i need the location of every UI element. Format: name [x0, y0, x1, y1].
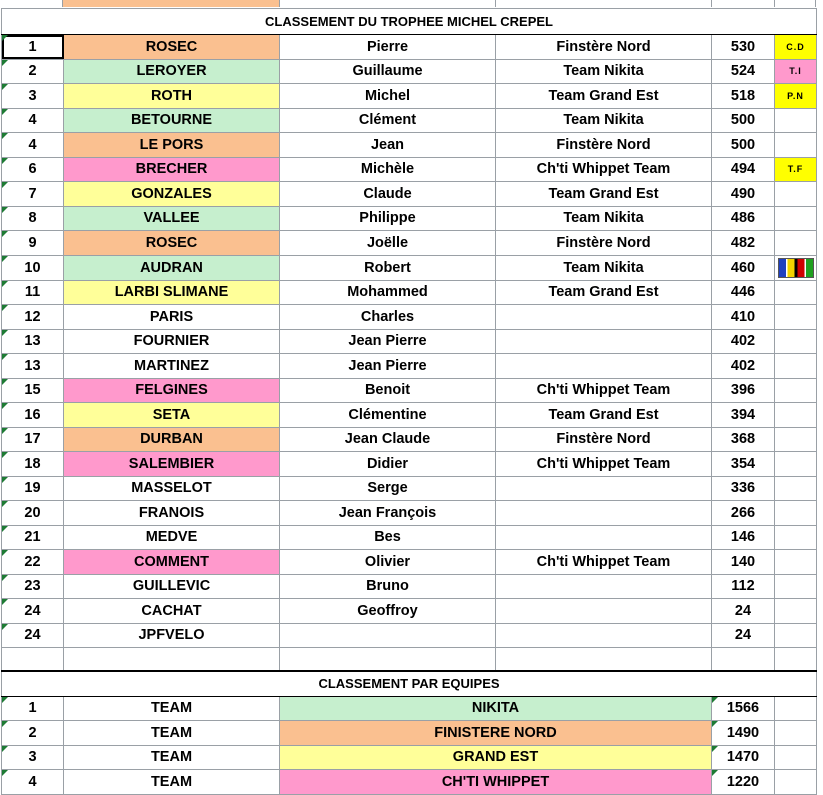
rank-cell[interactable]: 23: [2, 574, 64, 599]
team-rank-cell[interactable]: 1: [2, 696, 64, 721]
rank-cell[interactable]: 4: [2, 108, 64, 133]
first-name-cell[interactable]: Bruno: [280, 574, 496, 599]
cell-marker-icon: [2, 109, 8, 115]
cell-marker-icon: [2, 599, 8, 605]
cell[interactable]: [63, 0, 280, 7]
rank-cell[interactable]: 12: [2, 305, 64, 330]
empty-cell[interactable]: [775, 648, 817, 672]
last-name-cell[interactable]: CACHAT: [64, 599, 280, 624]
team-cell[interactable]: [496, 574, 712, 599]
cell-marker-icon: [2, 231, 8, 237]
blank-row: [2, 648, 817, 672]
last-name-cell[interactable]: ROSEC: [64, 35, 280, 60]
points-cell[interactable]: 394: [712, 403, 775, 428]
table-row: [2, 427, 817, 452]
team-cell[interactable]: [496, 501, 712, 526]
team-points-cell[interactable]: 1490: [712, 721, 775, 746]
table-row: [2, 59, 817, 84]
points-cell[interactable]: 460: [712, 255, 775, 280]
points-cell[interactable]: 500: [712, 133, 775, 158]
rank-cell[interactable]: 24: [2, 623, 64, 648]
points-cell[interactable]: 486: [712, 206, 775, 231]
last-name-cell[interactable]: LARBI SLIMANE: [64, 280, 280, 305]
badge-cell[interactable]: [775, 231, 817, 256]
cell-marker-icon: [2, 721, 8, 727]
points-cell[interactable]: 146: [712, 525, 775, 550]
rank-cell[interactable]: 7: [2, 182, 64, 207]
team-cell[interactable]: Finstère Nord: [496, 133, 712, 158]
cell-marker-icon: [2, 60, 8, 66]
team-cell[interactable]: Ch'ti Whippet Team: [496, 157, 712, 182]
cell-marker-icon: [2, 746, 8, 752]
table-row: [2, 133, 817, 158]
table-row: [2, 378, 817, 403]
points-cell[interactable]: 402: [712, 329, 775, 354]
last-name-cell[interactable]: JPFVELO: [64, 623, 280, 648]
team-cell[interactable]: Team Nikita: [496, 255, 712, 280]
rank-cell[interactable]: 10: [2, 255, 64, 280]
table-row: [2, 280, 817, 305]
rank-cell[interactable]: 21: [2, 525, 64, 550]
first-name-cell[interactable]: Serge: [280, 476, 496, 501]
cell-marker-icon: [2, 207, 8, 213]
rank-cell[interactable]: 6: [2, 157, 64, 182]
points-cell[interactable]: 336: [712, 476, 775, 501]
cell[interactable]: [280, 0, 496, 7]
empty-cell[interactable]: [64, 648, 280, 672]
points-cell[interactable]: 410: [712, 305, 775, 330]
points-cell[interactable]: 368: [712, 427, 775, 452]
rank-cell[interactable]: 9: [2, 231, 64, 256]
team-cell[interactable]: Team Grand Est: [496, 280, 712, 305]
badge-cell[interactable]: [775, 255, 817, 280]
table-row: [2, 231, 817, 256]
team-name-cell[interactable]: GRAND EST: [280, 745, 712, 770]
last-name-cell[interactable]: ROSEC: [64, 231, 280, 256]
cell-marker-icon: [2, 403, 8, 409]
first-name-cell[interactable]: Jean Claude: [280, 427, 496, 452]
rank-cell[interactable]: 4: [2, 133, 64, 158]
team-cell[interactable]: [496, 305, 712, 330]
team-points-cell[interactable]: 1220: [712, 770, 775, 795]
team-cell[interactable]: Team Nikita: [496, 108, 712, 133]
cell-marker-icon: [2, 35, 8, 41]
badge-cell[interactable]: [775, 133, 817, 158]
table-row: [2, 305, 817, 330]
last-name-cell[interactable]: SALEMBIER: [64, 452, 280, 477]
points-cell[interactable]: 24: [712, 599, 775, 624]
first-name-cell[interactable]: Geoffroy: [280, 599, 496, 624]
empty-cell[interactable]: [775, 745, 817, 770]
first-name-cell[interactable]: Jean Pierre: [280, 329, 496, 354]
table-row: [2, 476, 817, 501]
cell[interactable]: [496, 0, 712, 7]
team-name-cell[interactable]: CH'TI WHIPPET: [280, 770, 712, 795]
table-row: [2, 255, 817, 280]
last-name-cell[interactable]: VALLEE: [64, 206, 280, 231]
first-name-cell[interactable]: Michel: [280, 84, 496, 109]
first-name-cell[interactable]: Philippe: [280, 206, 496, 231]
badge-cell[interactable]: [775, 574, 817, 599]
last-name-cell[interactable]: BETOURNE: [64, 108, 280, 133]
last-name-cell[interactable]: ROTH: [64, 84, 280, 109]
badge-cell[interactable]: [775, 108, 817, 133]
cell-marker-icon: [2, 770, 8, 776]
points-cell[interactable]: 446: [712, 280, 775, 305]
first-name-cell[interactable]: Clément: [280, 108, 496, 133]
cell-marker-icon: [2, 550, 8, 556]
first-name-cell[interactable]: Jean François: [280, 501, 496, 526]
points-cell[interactable]: 524: [712, 59, 775, 84]
table-row: [2, 599, 817, 624]
badge-cell[interactable]: [775, 182, 817, 207]
points-cell[interactable]: 140: [712, 550, 775, 575]
cell-marker-icon: [2, 182, 8, 188]
table-row: [2, 525, 817, 550]
cell-marker-icon: [2, 526, 8, 532]
rank-cell[interactable]: 2: [2, 59, 64, 84]
first-name-cell[interactable]: Michèle: [280, 157, 496, 182]
world-champion-flag-icon: [778, 258, 814, 278]
first-name-cell[interactable]: Olivier: [280, 550, 496, 575]
badge-cell[interactable]: [775, 501, 817, 526]
badge-cell[interactable]: [775, 452, 817, 477]
table-row: [2, 452, 817, 477]
team-label-cell[interactable]: TEAM: [64, 721, 280, 746]
previous-row-strip: [0, 0, 823, 8]
table-row: [2, 206, 817, 231]
last-name-cell[interactable]: MASSELOT: [64, 476, 280, 501]
last-name-cell[interactable]: FOURNIER: [64, 329, 280, 354]
last-name-cell[interactable]: BRECHER: [64, 157, 280, 182]
table-row: [2, 329, 817, 354]
table-row: [2, 501, 817, 526]
points-cell[interactable]: 266: [712, 501, 775, 526]
points-cell[interactable]: 112: [712, 574, 775, 599]
first-name-cell[interactable]: Jean Pierre: [280, 354, 496, 379]
cell[interactable]: [775, 0, 816, 7]
last-name-cell[interactable]: FELGINES: [64, 378, 280, 403]
empty-cell[interactable]: [280, 648, 496, 672]
badge-cell[interactable]: [775, 378, 817, 403]
first-name-cell[interactable]: Benoit: [280, 378, 496, 403]
table-row: [2, 403, 817, 428]
table-row: [2, 157, 817, 182]
badge-cell[interactable]: [775, 599, 817, 624]
points-cell[interactable]: 518: [712, 84, 775, 109]
last-name-cell[interactable]: SETA: [64, 403, 280, 428]
cell-marker-icon: [2, 354, 8, 360]
team-row: [2, 745, 817, 770]
points-cell[interactable]: 490: [712, 182, 775, 207]
team-rank-cell[interactable]: 4: [2, 770, 64, 795]
cell-marker-icon: [712, 746, 718, 752]
rank-cell[interactable]: 22: [2, 550, 64, 575]
team-cell[interactable]: Finstère Nord: [496, 35, 712, 60]
last-name-cell[interactable]: MEDVE: [64, 525, 280, 550]
points-cell[interactable]: 24: [712, 623, 775, 648]
table-row: [2, 354, 817, 379]
team-cell[interactable]: Finstère Nord: [496, 427, 712, 452]
last-name-cell[interactable]: PARIS: [64, 305, 280, 330]
last-name-cell[interactable]: AUDRAN: [64, 255, 280, 280]
team-cell[interactable]: Team Nikita: [496, 206, 712, 231]
last-name-cell[interactable]: MARTINEZ: [64, 354, 280, 379]
first-name-cell[interactable]: Jean: [280, 133, 496, 158]
first-name-cell[interactable]: Bes: [280, 525, 496, 550]
badge-cell[interactable]: [775, 305, 817, 330]
table-row: [2, 108, 817, 133]
points-cell[interactable]: 354: [712, 452, 775, 477]
rank-cell[interactable]: 20: [2, 501, 64, 526]
cell-marker-icon: [2, 501, 8, 507]
cell[interactable]: [0, 0, 63, 7]
cell-marker-icon: [2, 305, 8, 311]
last-name-cell[interactable]: LE PORS: [64, 133, 280, 158]
cell[interactable]: [712, 0, 775, 7]
team-cell[interactable]: Ch'ti Whippet Team: [496, 378, 712, 403]
cell-marker-icon: [2, 84, 8, 90]
rank-cell[interactable]: 24: [2, 599, 64, 624]
points-cell[interactable]: 530: [712, 35, 775, 60]
ranking-table: [1, 8, 817, 795]
badge-cell[interactable]: [775, 427, 817, 452]
badge-cell[interactable]: [775, 354, 817, 379]
team-row: [2, 721, 817, 746]
first-name-cell[interactable]: Didier: [280, 452, 496, 477]
teams-title-row: [2, 671, 817, 696]
team-cell[interactable]: Team Grand Est: [496, 403, 712, 428]
team-cell[interactable]: Team Nikita: [496, 59, 712, 84]
rank-cell[interactable]: 13: [2, 329, 64, 354]
team-cell[interactable]: [496, 329, 712, 354]
table-row: [2, 182, 817, 207]
last-name-cell[interactable]: GUILLEVIC: [64, 574, 280, 599]
team-name-cell[interactable]: FINISTERE NORD: [280, 721, 712, 746]
cell-marker-icon: [2, 256, 8, 262]
points-cell[interactable]: 500: [712, 108, 775, 133]
last-name-cell[interactable]: DURBAN: [64, 427, 280, 452]
badge-cell[interactable]: [775, 403, 817, 428]
points-cell[interactable]: 494: [712, 157, 775, 182]
last-name-cell[interactable]: COMMENT: [64, 550, 280, 575]
rank-cell[interactable]: 17: [2, 427, 64, 452]
last-name-cell[interactable]: GONZALES: [64, 182, 280, 207]
team-cell[interactable]: Team Grand Est: [496, 182, 712, 207]
table-row: [2, 35, 817, 60]
team-label-cell[interactable]: TEAM: [64, 696, 280, 721]
team-row: [2, 696, 817, 721]
badge-cell[interactable]: [775, 623, 817, 648]
rank-cell[interactable]: 1: [2, 35, 64, 60]
badge-cell[interactable]: [775, 206, 817, 231]
empty-cell[interactable]: [775, 696, 817, 721]
team-label-cell[interactable]: TEAM: [64, 745, 280, 770]
points-cell[interactable]: 402: [712, 354, 775, 379]
rank-cell[interactable]: 15: [2, 378, 64, 403]
first-name-cell[interactable]: Joëlle: [280, 231, 496, 256]
cell-marker-icon: [2, 133, 8, 139]
team-cell[interactable]: [496, 354, 712, 379]
rank-cell[interactable]: 8: [2, 206, 64, 231]
cell-marker-icon: [2, 379, 8, 385]
table-row: [2, 84, 817, 109]
badge-cell[interactable]: [775, 280, 817, 305]
empty-cell[interactable]: [775, 770, 817, 795]
first-name-cell[interactable]: Charles: [280, 305, 496, 330]
title-row: [2, 9, 817, 35]
first-name-cell[interactable]: Pierre: [280, 35, 496, 60]
empty-cell[interactable]: [2, 648, 64, 672]
team-name-cell[interactable]: NIKITA: [280, 696, 712, 721]
team-cell[interactable]: Ch'ti Whippet Team: [496, 550, 712, 575]
badge-cell[interactable]: [775, 550, 817, 575]
team-rank-cell[interactable]: 2: [2, 721, 64, 746]
rank-cell[interactable]: 3: [2, 84, 64, 109]
rank-cell[interactable]: 16: [2, 403, 64, 428]
first-name-cell[interactable]: Mohammed: [280, 280, 496, 305]
last-name-cell[interactable]: LEROYER: [64, 59, 280, 84]
team-cell[interactable]: Ch'ti Whippet Team: [496, 452, 712, 477]
empty-cell[interactable]: [496, 648, 712, 672]
cell-marker-icon: [2, 281, 8, 287]
badge-cell[interactable]: C.D: [775, 35, 817, 60]
first-name-cell[interactable]: Guillaume: [280, 59, 496, 84]
points-cell[interactable]: 482: [712, 231, 775, 256]
first-name-cell[interactable]: Claude: [280, 182, 496, 207]
first-name-cell[interactable]: Robert: [280, 255, 496, 280]
cell-marker-icon: [2, 452, 8, 458]
last-name-cell[interactable]: FRANOIS: [64, 501, 280, 526]
badge-cell[interactable]: [775, 329, 817, 354]
team-row: [2, 770, 817, 795]
table-row: [2, 623, 817, 648]
rank-cell[interactable]: 19: [2, 476, 64, 501]
cell-marker-icon: [2, 330, 8, 336]
first-name-cell[interactable]: [280, 623, 496, 648]
badge-cell[interactable]: P.N: [775, 84, 817, 109]
empty-cell[interactable]: [712, 648, 775, 672]
team-cell[interactable]: Team Grand Est: [496, 84, 712, 109]
badge-cell[interactable]: T.I: [775, 59, 817, 84]
cell-marker-icon: [2, 624, 8, 630]
team-cell[interactable]: [496, 525, 712, 550]
cell-marker-icon: [2, 575, 8, 581]
rank-cell[interactable]: 11: [2, 280, 64, 305]
team-cell[interactable]: [496, 623, 712, 648]
team-rank-cell[interactable]: 3: [2, 745, 64, 770]
team-label-cell[interactable]: TEAM: [64, 770, 280, 795]
first-name-cell[interactable]: Clémentine: [280, 403, 496, 428]
teams-section-title[interactable]: CLASSEMENT PAR EQUIPES: [2, 671, 817, 696]
team-cell[interactable]: Finstère Nord: [496, 231, 712, 256]
badge-cell[interactable]: T.F: [775, 157, 817, 182]
cell-marker-icon: [2, 428, 8, 434]
points-cell[interactable]: 396: [712, 378, 775, 403]
team-points-cell[interactable]: 1470: [712, 745, 775, 770]
team-cell[interactable]: [496, 476, 712, 501]
empty-cell[interactable]: [775, 721, 817, 746]
cell-marker-icon: [2, 158, 8, 164]
rank-cell[interactable]: 13: [2, 354, 64, 379]
cell-marker-icon: [712, 770, 718, 776]
rank-cell[interactable]: 18: [2, 452, 64, 477]
page-title[interactable]: CLASSEMENT DU TROPHEE MICHEL CREPEL: [2, 9, 817, 35]
team-points-cell[interactable]: 1566: [712, 696, 775, 721]
badge-cell[interactable]: [775, 476, 817, 501]
cell-marker-icon: [712, 721, 718, 727]
cell-marker-icon: [712, 697, 718, 703]
table-row: [2, 550, 817, 575]
table-row: [2, 574, 817, 599]
cell-marker-icon: [2, 477, 8, 483]
team-cell[interactable]: [496, 599, 712, 624]
cell-marker-icon: [2, 697, 8, 703]
badge-cell[interactable]: [775, 525, 817, 550]
